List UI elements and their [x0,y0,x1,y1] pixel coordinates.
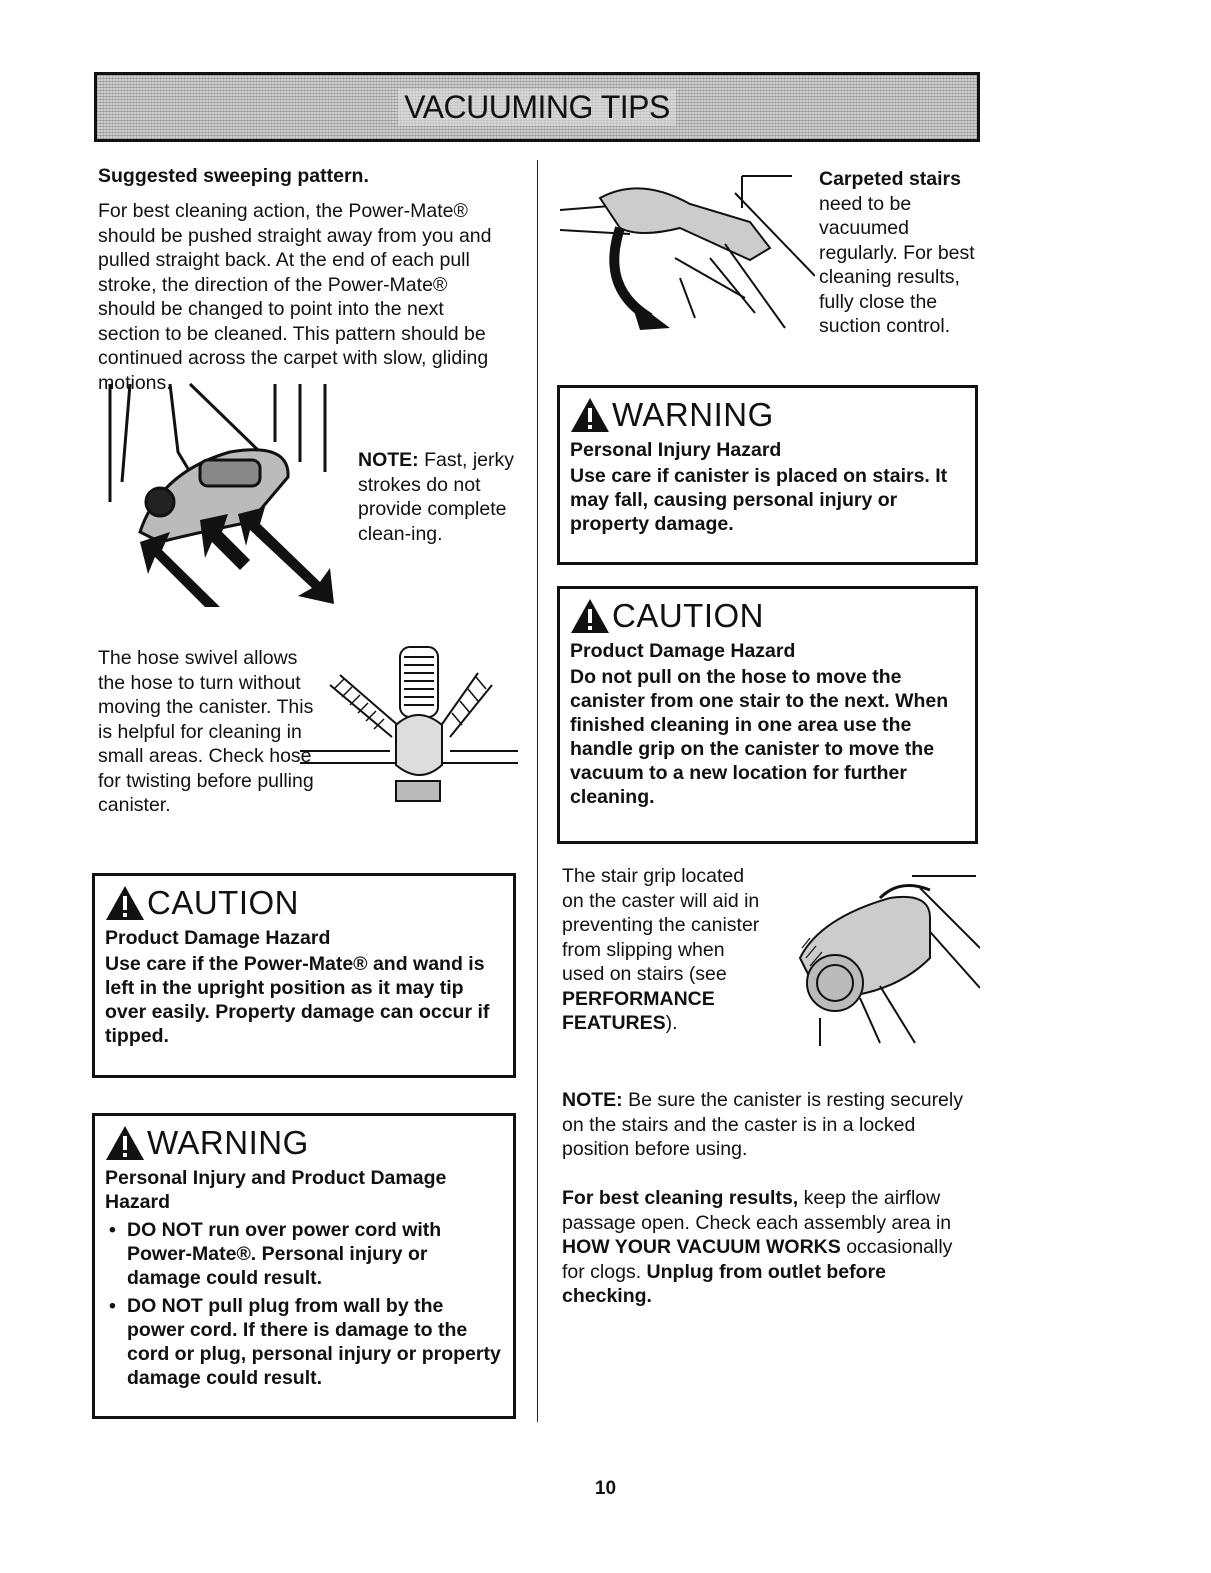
swivel-text: The hose swivel allows the hose to turn without moving the canister. This is helpful for cleaning in small areas. Check hose for twisting before pulling canister. [98,647,314,816]
caution-word: CAUTION [612,597,764,634]
power-mate-sweep-illustration [100,382,340,607]
caution-subtitle: Product Damage Hazard [105,927,331,949]
canister-stair-grip-illustration [780,868,980,1048]
note-text: Fast, jerky strokes do not provide complete clean-ing. [358,449,515,545]
carpeted-stairs-text [819,167,979,339]
column-divider [537,160,538,1422]
stair-grip-end: ). [665,1012,678,1034]
warning-header [105,1124,503,1162]
warning-triangle-icon [105,1125,145,1161]
warning-body: Use care if canister is placed on stairs. It may fall, causing personal injury or property damage. [570,465,948,535]
airflow-mid: keep the airflow passage open. Check each assembly area in [562,1187,952,1234]
caution-body: Use care if the Power-Mate® and wand is left in the upright position as it may tip over easily. Property damage can occur if tipped. [105,953,490,1047]
note-fast-strokes [358,448,518,546]
caution-subtitle: Product Damage Hazard [570,640,796,662]
caution-word: CAUTION [147,884,299,921]
warning-subtitle: Personal Injury and Product Damage Hazard [105,1167,447,1213]
airflow-mid2: occasionally for clogs. [562,1236,953,1283]
page-title: VACUUMING TIPS [398,89,676,126]
warning-box-stairs [557,385,978,565]
page-number: 10 [594,1478,617,1499]
warning-subtitle: Personal Injury Hazard [570,439,782,461]
section-banner [94,72,980,142]
list-item: • DO NOT pull plug from wall by the power cord. If there is damage to the cord or plug, personal injury or property damage could result. [105,1294,503,1390]
airflow-end: Unplug from outlet before checking. [562,1260,886,1307]
caution-header [570,597,965,635]
airflow-lead: For best cleaning results, [562,1187,799,1209]
note-label: NOTE: [358,449,419,471]
note2-label: NOTE: [562,1089,623,1111]
caution-body: Do not pull on the hose to move the canister from one stair to the next. When finished cleaning in one area use the handle grip on the canister to move the vacuum to a new location for further cleaning. [570,666,949,808]
warning-word: WARNING [147,1124,309,1161]
note-canister-resting [562,1088,972,1162]
warning-word: WARNING [612,396,774,433]
warning-box-power-cord [92,1113,516,1419]
stairs-heading: Carpeted stairs [819,168,961,190]
warning-bullet-list [105,1218,503,1390]
warning-header [570,396,965,434]
stairs-body: need to be vacuumed regularly. For best cleaning results, fully close the suction control. [819,192,975,337]
stair-grip-text [562,864,762,1036]
warning-triangle-icon [570,598,610,634]
list-item: • DO NOT run over power cord with Power-Mate®. Personal injury or damage could result. [105,1218,503,1290]
hose-swivel-illustration [300,645,518,805]
performance-features-ref: PERFORMANCE FEATURES [562,987,715,1034]
stair-grip-body: The stair grip located on the caster will aid in preventing the canister from slipping when used on stairs (see [562,865,760,985]
sweep-heading: Suggested sweeping pattern. [98,165,369,187]
warning-triangle-icon [105,885,145,921]
warning-triangle-icon [570,397,610,433]
sweep-body: For best cleaning action, the Power-Mate® should be pushed straight away from you and pulled straight back. At the end of each pull stroke, the direction of the Power-Mate® should be changed to point into the next section to be cleaned. This pattern should be continued across the carpet with slow, gliding motions. [98,200,492,394]
carpeted-stairs-illustration [560,168,815,338]
caution-box-upright [92,873,516,1078]
note2-text: Be sure the canister is resting securely on the stairs and the caster is in a locked position before using. [562,1089,963,1160]
how-your-vacuum-works-ref: HOW YOUR VACUUM WORKS [562,1236,841,1258]
caution-header [105,884,503,922]
caution-box-hose [557,586,978,844]
airflow-tip [562,1186,974,1309]
